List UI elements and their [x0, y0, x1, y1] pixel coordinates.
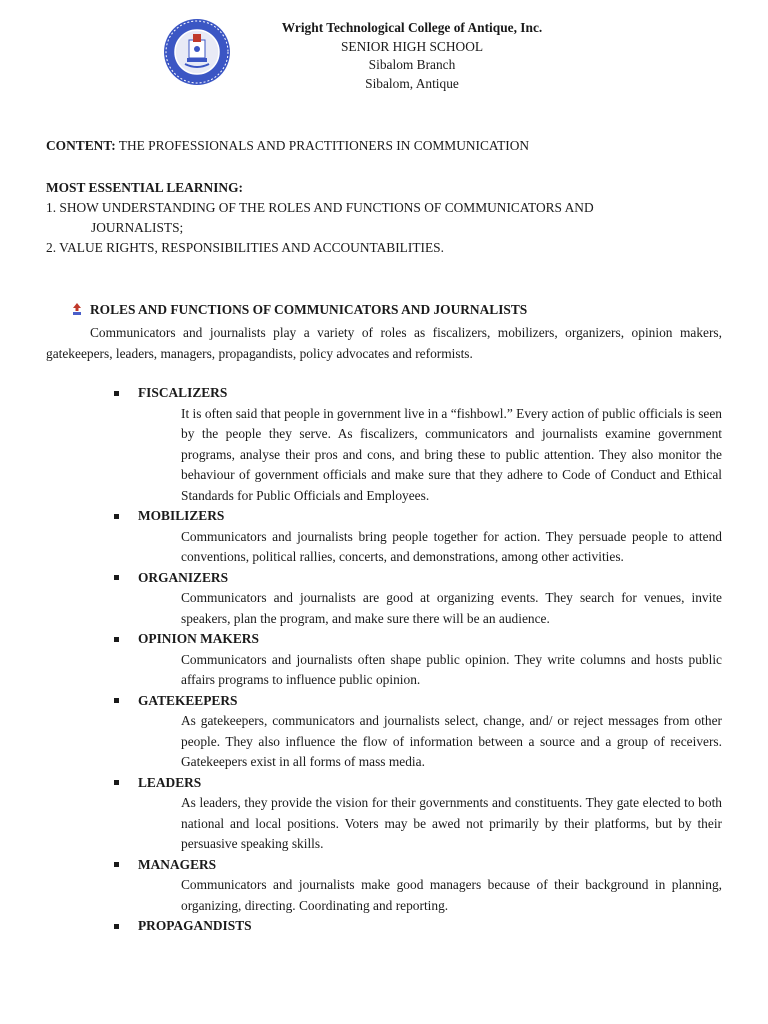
role-description: Communicators and journalists are good at organizing events. They search for venues, invite speakers, plan the program, and make sure there will be an audience.: [181, 590, 722, 626]
role-description: Communicators and journalists make good managers because of their background in planning, organizing, directing. Coordinating and reporting.: [181, 877, 722, 913]
role-title: MOBILIZERS: [138, 508, 225, 524]
list-item: [112, 855, 724, 917]
role-title: GATEKEEPERS: [138, 692, 238, 708]
role-description: It is often said that people in government live in a “fishbowl.” Every action of public officials is seen by the people they serve. As fiscalizers, communicators and journalists examine government programs, analyse their pros and cons, and bring these to public attention. They also monitor the behaviour of government officials and make sure that they adhere to Code of Conduct and Ethical Standards for Public Officials and Employees.: [181, 405, 722, 503]
school-name: Wright Technological College of Antique, Inc.: [281, 20, 543, 35]
roles-list: [112, 383, 724, 937]
role-description: As gatekeepers, communicators and journalists select, change, and/ or reject messages from other people. They also influence the flow of information between a source and a group of receivers. Gatekeepers exist in all forms of mass media.: [181, 713, 722, 769]
role-title: ORGANIZERS: [138, 569, 229, 585]
mel-item-1-continued: JOURNALISTS;: [91, 220, 184, 235]
content-text: THE PROFESSIONALS AND PRACTITIONERS IN COMMUNICATION: [118, 138, 530, 153]
square-bullet-icon: [114, 637, 119, 642]
role-description: Communicators and journalists often shape public opinion. They write columns and hosts public affairs programs to influence public opinion.: [181, 651, 722, 687]
list-item: [112, 629, 724, 691]
section-intro: Communicators and journalists play a variety of roles as fiscalizers, mobilizers, organizers, opinion makers, gatekeepers, leaders, managers, propagandists, policy advocates and reformists.: [46, 325, 722, 361]
square-bullet-icon: [114, 924, 119, 929]
square-bullet-icon: [114, 862, 119, 867]
mel-item-2: 2. VALUE RIGHTS, RESPONSIBILITIES AND ACCOUNTABILITIES.: [46, 240, 444, 255]
square-bullet-icon: [114, 575, 119, 580]
department-name: SENIOR HIGH SCHOOL: [340, 38, 484, 54]
role-title: PROPAGANDISTS: [138, 918, 252, 934]
role-title: LEADERS: [138, 774, 202, 790]
square-bullet-icon: [114, 391, 119, 396]
mel-title: MOST ESSENTIAL LEARNING:: [46, 180, 243, 195]
role-description: Communicators and journalists bring people together for action. They persuade people to attend conventions, political rallies, concerts, and demonstrations, among other activities.: [181, 528, 722, 564]
list-item: [112, 506, 724, 568]
list-item: [112, 916, 724, 937]
mel-item-1: 1. SHOW UNDERSTANDING OF THE ROLES AND FUNCTIONS OF COMMUNICATORS AND: [46, 200, 594, 215]
square-bullet-icon: [114, 698, 119, 703]
college-seal-logo: [163, 18, 231, 86]
content-label: CONTENT:: [46, 138, 116, 153]
role-description: As leaders, they provide the vision for their governments and constituents. They gate elected to both national and local positions. Voters may be awed not primarily by their platforms, but by their persuasive speaking skills.: [181, 795, 722, 851]
role-title: MANAGERS: [138, 856, 217, 872]
list-item: [112, 383, 724, 506]
location-name: Sibalom, Antique: [365, 75, 459, 91]
section-title: ROLES AND FUNCTIONS OF COMMUNICATORS AND JOURNALISTS: [90, 302, 528, 317]
section-heading: [70, 302, 527, 318]
list-item: [112, 691, 724, 773]
content-line: [46, 138, 529, 154]
arrow-bullet-icon: [70, 302, 84, 316]
square-bullet-icon: [114, 514, 119, 519]
branch-name: Sibalom Branch: [368, 57, 456, 72]
role-title: OPINION MAKERS: [138, 631, 259, 647]
document-header: [222, 19, 602, 93]
list-item: [112, 773, 724, 855]
role-title: FISCALIZERS: [138, 385, 228, 401]
square-bullet-icon: [114, 780, 119, 785]
list-item: [112, 568, 724, 630]
